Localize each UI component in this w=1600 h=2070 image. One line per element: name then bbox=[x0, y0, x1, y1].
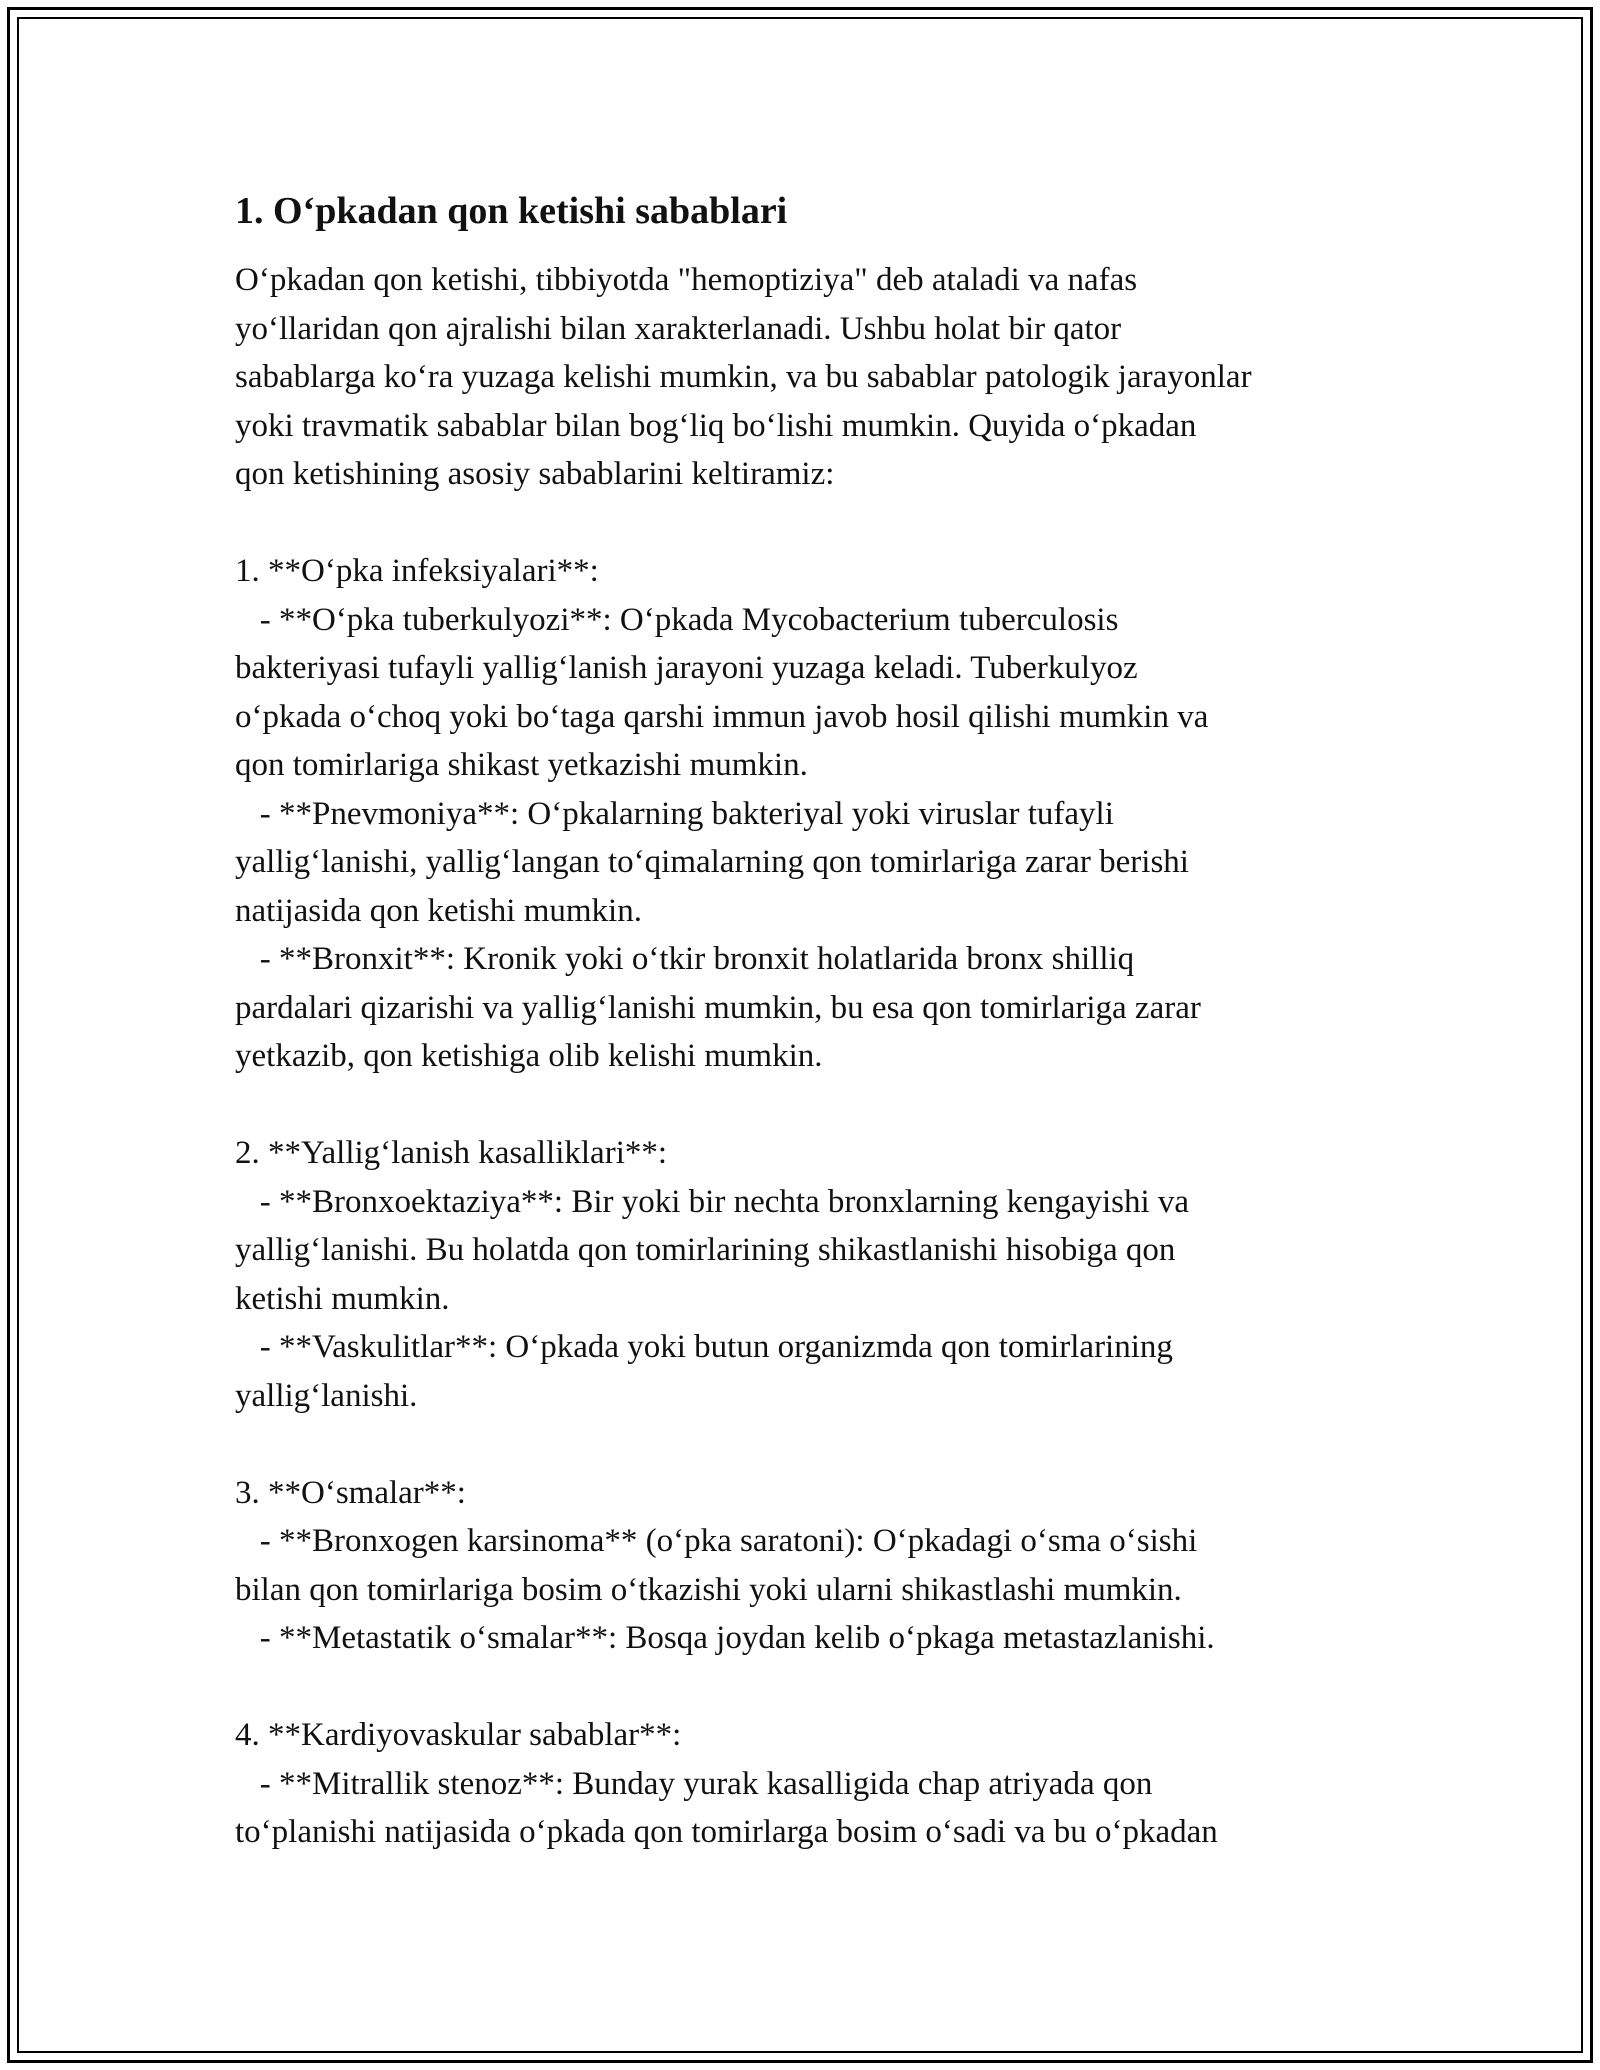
text-line: O‘pkadan qon ketishi, tibbiyotda "hemoptiziya" deb ataladi va nafas bbox=[235, 262, 1138, 298]
text-line: yallig‘lanishi. bbox=[235, 1377, 418, 1414]
text-line: yallig‘lanishi, yallig‘langan to‘qimalarning qon tomirlariga zarar berishi bbox=[235, 844, 1189, 880]
text-line: pardalari qizarishi va yallig‘lanishi mumkin, bu esa qon tomirlariga zarar bbox=[235, 989, 1201, 1026]
text-line: to‘planishi natijasida o‘pkada qon tomirlarga bosim o‘sadi va bu o‘pkadan bbox=[235, 1814, 1218, 1850]
text-line: natijasida qon ketishi mumkin. bbox=[235, 892, 642, 929]
list-section-tumors bbox=[235, 1469, 1395, 1663]
list-heading: 4. **Kardiyovaskular sabablar**: bbox=[235, 1717, 682, 1753]
list-heading: 1. **O‘pka infeksiyalari**: bbox=[235, 553, 599, 589]
text-line: yo‘llaridan qon ajralishi bilan xarakterlanadi. Ushbu holat bir qator bbox=[235, 310, 1122, 347]
list-section-cardiovascular bbox=[235, 1711, 1395, 1857]
text-line: yoki travmatik sabablar bilan bog‘liq bo‘lishi mumkin. Quyida o‘pkadan bbox=[235, 407, 1197, 444]
list-heading: 2. **Yallig‘lanish kasalliklari**: bbox=[235, 1135, 668, 1171]
text-line: qon ketishining asosiy sabablarini keltiramiz: bbox=[235, 456, 835, 492]
document-page bbox=[235, 186, 1395, 1857]
blank-line bbox=[235, 499, 1395, 548]
text-line: yallig‘lanishi. Bu holatda qon tomirlarining shikastlanishi hisobiga qon bbox=[235, 1232, 1176, 1268]
intro-paragraph bbox=[235, 256, 1395, 499]
text-line: o‘pkada o‘choq yoki bo‘taga qarshi immun javob hosil qilishi mumkin va bbox=[235, 698, 1209, 735]
text-line: - **Mitrallik stenoz**: Bunday yurak kasalligida chap atriyada qon bbox=[235, 1765, 1153, 1802]
blank-line bbox=[235, 1420, 1395, 1469]
text-line: - **O‘pka tuberkulyozi**: O‘pkada Mycobacterium tuberculosis bbox=[235, 601, 1119, 638]
blank-line bbox=[235, 1081, 1395, 1130]
text-line: - **Bronxit**: Kronik yoki o‘tkir bronxit holatlarida bronx shilliq bbox=[235, 941, 1135, 977]
text-line: - **Bronxoektaziya**: Bir yoki bir nechta bronxlarning kengayishi va bbox=[235, 1183, 1190, 1220]
section-heading: 1. O‘pkadan qon ketishi sabablari bbox=[235, 190, 788, 232]
text-line: sabablarga ko‘ra yuzaga kelishi mumkin, va bu sabablar patologik jarayonlar bbox=[235, 359, 1252, 395]
text-line: bilan qon tomirlariga bosim o‘tkazishi yoki ularni shikastlashi mumkin. bbox=[235, 1571, 1182, 1608]
text-line: - **Pnevmoniya**: O‘pkalarning bakteriyal yoki viruslar tufayli bbox=[235, 795, 1114, 832]
list-section-inflammatory bbox=[235, 1129, 1395, 1420]
text-line: qon tomirlariga shikast yetkazishi mumkin. bbox=[235, 747, 808, 783]
text-line: - **Metastatik o‘smalar**: Bosqa joydan kelib o‘pkaga metastazlanishi. bbox=[235, 1620, 1215, 1656]
text-line: bakteriyasi tufayli yallig‘lanish jarayoni yuzaga keladi. Tuberkulyoz bbox=[235, 650, 1138, 686]
blank-line bbox=[235, 1663, 1395, 1712]
list-heading: 3. **O‘smalar**: bbox=[235, 1474, 466, 1511]
text-line: - **Bronxogen karsinoma** (o‘pka saratoni): O‘pkadagi o‘sma o‘sishi bbox=[235, 1523, 1198, 1559]
list-section-infections bbox=[235, 547, 1395, 1081]
text-line: ketishi mumkin. bbox=[235, 1280, 450, 1317]
text-line: - **Vaskulitlar**: O‘pkada yoki butun organizmda qon tomirlarining bbox=[235, 1329, 1173, 1365]
text-line: yetkazib, qon ketishiga olib kelishi mumkin. bbox=[235, 1038, 823, 1074]
